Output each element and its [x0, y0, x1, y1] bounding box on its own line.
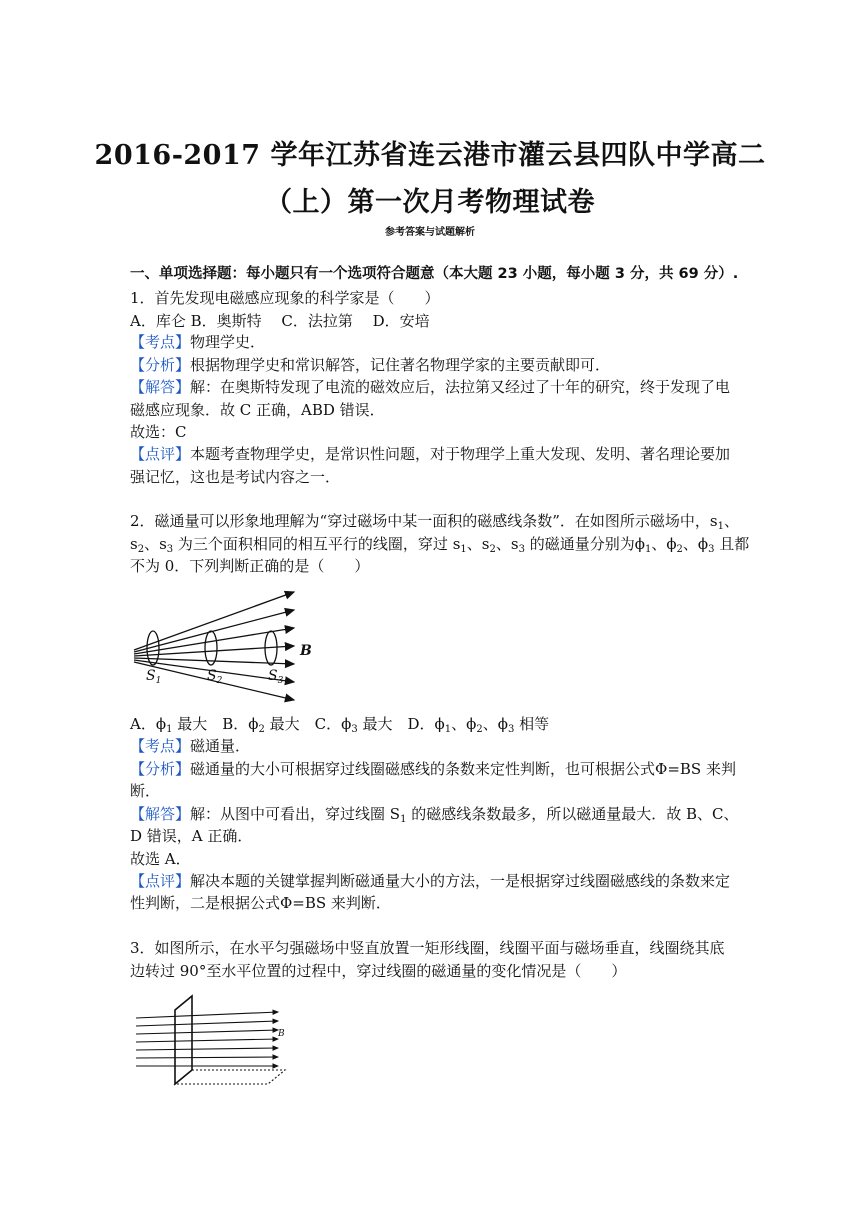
- q2-answer: 故选 A．: [130, 850, 191, 868]
- coil-label-s1: $S_1$: [146, 668, 162, 686]
- q1-fenxi: 【分析】根据物理学史和常识解答，记住著名物理学家的主要贡献即可．: [130, 356, 611, 374]
- document-title-line-1: 2016-2017 学年江苏省连云港市灌云县四队中学高二: [94, 140, 766, 171]
- q3-stem-line-1: 3．如图所示，在水平匀强磁场中竖直放置一矩形线圈，线圈平面与磁场垂直，线圈绕其底: [130, 939, 725, 957]
- jieda-tag: 【解答】: [130, 378, 191, 396]
- document-subtitle: 参考答案与试题解析: [385, 227, 475, 238]
- q1-jieda: 【解答】解：在奥斯特发现了电流的磁效应后，法拉第又经过了十年的研究，终于发现了电: [130, 378, 731, 396]
- q1-kaodian: 【考点】物理学史．: [130, 333, 266, 351]
- dianping-tag: 【点评】: [130, 872, 191, 890]
- kaodian-tag: 【考点】: [130, 333, 191, 351]
- coil-label-s2: $S_2$: [207, 668, 223, 686]
- q2-magnetic-field-figure: [128, 582, 328, 710]
- q2-jieda-cont: D 错误，A 正确．: [130, 827, 253, 845]
- field-label-b: B: [300, 643, 312, 659]
- section-heading: 一、单项选择题：每小题只有一个选项符合题意（本大题 23 小题，每小题 3 分，共 69 分）.: [130, 266, 739, 282]
- jieda-tag: 【解答】: [130, 805, 191, 823]
- q1-answer: 故选：C: [130, 423, 187, 441]
- document-title-line-2: （上）第一次月考物理试卷: [265, 187, 595, 218]
- q2-dianping: 【点评】解决本题的关键掌握判断磁通量大小的方法，一是根据穿过线圈磁感线的条数来定: [130, 872, 731, 890]
- q1-dianping: 【点评】本题考查物理学史，是常识性问题，对于物理学上重大发现、发明、著名理论要加: [130, 445, 731, 463]
- q2-options: A．$\phi_1$ 最大 B．$\phi_2$ 最大 C．$\phi_3$ 最大 D．$\phi_1$、$\phi_2$、$\phi_3$ 相等: [130, 715, 550, 735]
- q3-coil-figure: [130, 988, 295, 1088]
- q2-fenxi-cont: 断．: [130, 782, 161, 800]
- q3-stem-line-2: 边转过 90°至水平位置的过程中，穿过线圈的磁通量的变化情况是（ ）: [130, 962, 627, 980]
- q2-stem-line-1: 2．磁通量可以形象地理解为“穿过磁场中某一面积的磁感线条数”．在如图所示磁场中，$s_1$、: [130, 512, 739, 532]
- q2-fenxi: 【分析】磁通量的大小可根据穿过线圈磁感线的条数来定性判断，也可根据公式Φ=BS 来判: [130, 760, 736, 778]
- q1-dianping-cont: 强记忆，这也是考试内容之一．: [130, 468, 341, 486]
- q2-kaodian: 【考点】磁通量．: [130, 737, 251, 755]
- coil-label-s3: $S_3$: [268, 668, 284, 686]
- q1-stem: 1．首先发现电磁感应现象的科学家是（ ）: [130, 289, 440, 307]
- fenxi-tag: 【分析】: [130, 356, 191, 374]
- q2-dianping-cont: 性判断，二是根据公式Φ=BS 来判断．: [130, 894, 391, 912]
- dianping-tag: 【点评】: [130, 445, 191, 463]
- q1-jieda-cont: 磁感应现象．故 C 正确，ABD 错误．: [130, 401, 385, 419]
- q2-stem-line-2: $s_2$、$s_3$ 为三个面积相同的相互平行的线圈，穿过 $s_1$、$s_2$、$s_3$ 的磁通量分别为$\phi_1$、$\phi_2$、$\phi_3$ 且都: [130, 535, 750, 555]
- q2-stem-line-3: 不为 0．下列判断正确的是（ ）: [130, 557, 370, 575]
- q2-jieda: 【解答】解：从图中可看出，穿过线圈 $S_1$ 的磁感线条数最多，所以磁通量最大．故 B、C、: [130, 805, 739, 825]
- field-label-b: B: [278, 1029, 285, 1039]
- fenxi-tag: 【分析】: [130, 760, 191, 778]
- kaodian-tag: 【考点】: [130, 737, 191, 755]
- q1-options: A．库仑 B．奥斯特 C．法拉第 D．安培: [130, 312, 430, 330]
